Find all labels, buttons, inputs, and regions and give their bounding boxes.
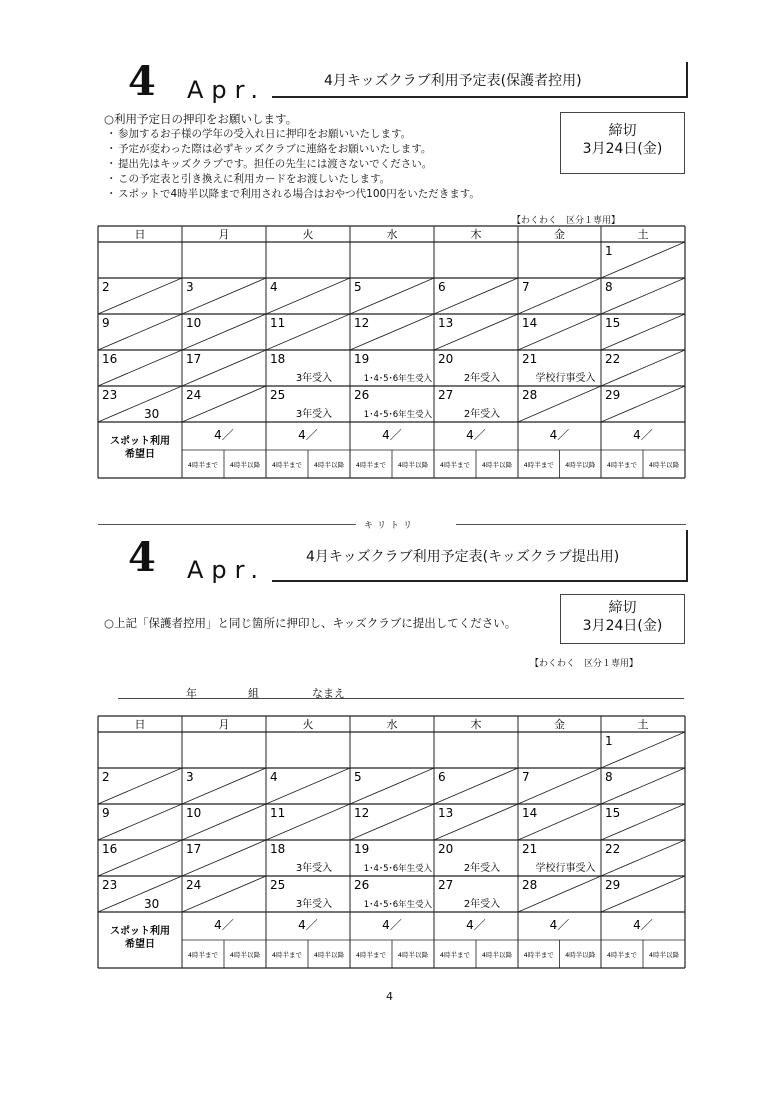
day-number: 6 [438,280,446,294]
day-number: 27 [438,388,454,402]
day-number: 7 [522,280,530,294]
day-number: 23 [102,388,118,402]
day-note: 2年受入 [463,899,501,910]
instruction-head: ○利用予定日の押印をお願いします。 [104,112,298,126]
deadline-label: 締切 [608,123,637,139]
day-number: 11 [270,316,286,330]
spot-sub-label: 4時半まで [523,951,554,959]
day-note: 学校行事受入 [535,373,596,384]
weekday-header: 日 [134,718,146,731]
day-number: 19 [354,842,370,856]
day-number: 14 [522,806,538,820]
day-number: 24 [186,878,202,892]
day-number: 3 [186,770,194,784]
day-number: 24 [186,388,202,402]
day-number: 1 [605,734,613,748]
day-number: 8 [605,280,613,294]
spot-label: スポット利用 [110,436,170,447]
day-number: 26 [354,388,370,402]
day-note: 1･4･5･6年生受入 [363,410,433,420]
spot-sub-label: 4時半まで [439,951,471,959]
day-number: 17 [186,352,202,366]
name-label: なまえ [312,687,345,700]
slash-mark [182,768,266,804]
spot-sub-label: 4時半まで [187,461,219,469]
spot-sub-label: 4時半まで [187,951,219,959]
spot-sub-label: 4時半まで [355,951,387,959]
day-number: 22 [605,842,621,856]
day-note: 3年受入 [295,409,333,420]
day-number: 6 [438,770,446,784]
day-number: 5 [354,770,362,784]
instruction-head: ○上記「保護者控用」と同じ箇所に押印し、キッズクラブに提出してください。 [104,616,517,630]
weekday-header: 水 [386,718,398,731]
spot-date: 4／ [298,918,318,932]
deadline-date: 3月24日(金) [582,141,663,157]
weekday-header: 土 [637,718,649,731]
weekday-header: 土 [637,228,649,241]
day-number: 28 [522,878,538,892]
day-number: 9 [102,316,110,330]
spot-date: 4／ [214,428,234,442]
weekday-header: 金 [554,228,565,241]
day-note: 3年受入 [295,373,333,384]
day-note: 2年受入 [463,409,501,420]
day-note: 3年受入 [295,863,333,874]
cut-label: キリトリ [364,521,417,531]
day-number: 21 [522,352,538,366]
spot-date: 4／ [633,918,653,932]
weekday-header: 金 [554,718,565,731]
deadline-date: 3月24日(金) [582,618,663,634]
day-number: 17 [186,842,202,856]
day-number: 13 [438,806,454,820]
slash-mark [601,732,685,768]
month-number: 4 [128,534,156,581]
slash-mark [98,768,182,804]
spot-sub-label: 4時半まで [271,951,303,959]
day-number: 22 [605,352,621,366]
weekday-header: 月 [218,228,230,241]
spot-sub-label: 4時半以降 [313,951,345,959]
spot-date: 4／ [466,918,486,932]
day-note: 1･4･5･6年生受入 [363,864,433,874]
day-number: 16 [102,842,118,856]
day-number: 18 [270,842,286,856]
month-abbr: Apr. [187,556,266,584]
day-number: 3 [186,280,194,294]
day-number: 25 [270,388,286,402]
spot-date: 4／ [298,428,318,442]
spot-sub-label: 4時半まで [606,951,638,959]
day-number: 9 [102,806,110,820]
spot-sub-label: 4時半以降 [481,951,513,959]
day-number: 23 [102,878,118,892]
spot-date: 4／ [549,918,570,932]
weekday-header: 火 [302,228,314,241]
page-title: 4月キッズクラブ利用予定表(キッズクラブ提出用) [306,549,620,565]
spot-sub-label: 4時半以降 [481,461,513,469]
instruction-item: ・ 提出先はキッズクラブです。担任の先生には渡さないでください。 [118,157,564,172]
day-number: 13 [438,316,454,330]
day-note: 2年受入 [463,373,501,384]
day-number: 14 [522,316,538,330]
spot-date: 4／ [633,428,653,442]
instruction-item: ・ この予定表と引き換えに利用カードをお渡しいたします。 [118,172,564,187]
spot-label: スポット利用 [110,926,170,937]
spot-sub-label: 4時半以降 [565,951,596,959]
day-number: 20 [438,352,454,366]
spot-date: 4／ [382,918,402,932]
day-number: 26 [354,878,370,892]
day-number: 29 [605,388,621,402]
day-note: 2年受入 [463,863,501,874]
spot-sub-label: 4時半以降 [648,461,680,469]
day-number: 4 [270,280,278,294]
slash-mark [350,768,434,804]
slash-mark [434,768,518,804]
spot-date: 4／ [549,428,570,442]
spot-date: 4／ [382,428,402,442]
page-title: 4月キッズクラブ利用予定表(保護者控用) [324,73,582,89]
day-number: 7 [522,770,530,784]
spot-sub-label: 4時半以降 [397,951,429,959]
day-number: 10 [186,316,202,330]
day-number: 10 [186,806,202,820]
day-number: 18 [270,352,286,366]
weekday-header: 木 [470,718,482,731]
spot-sub-label: 4時半まで [439,461,471,469]
day-number: 2 [102,770,110,784]
slash-mark [98,804,182,840]
day-number: 12 [354,806,370,820]
month-abbr: Apr. [187,76,266,104]
weekday-header: 木 [470,228,482,241]
day-number: 28 [522,388,538,402]
spot-label: 希望日 [125,939,155,950]
class-label: 組 [248,687,259,700]
slash-mark [518,768,601,804]
instruction-item: ・ スポットで4時半以降まで利用される場合はおやつ代100円をいただきます。 [118,187,564,202]
day-number: 5 [354,280,362,294]
day-number: 27 [438,878,454,892]
spot-sub-label: 4時半以降 [229,951,261,959]
day-number: 19 [354,352,370,366]
day-number: 1 [605,244,613,258]
day-number: 16 [102,352,118,366]
day-number: 8 [605,770,613,784]
day-number: 2 [102,280,110,294]
spot-label: 希望日 [125,449,155,460]
day-number: 11 [270,806,286,820]
day-number: 30 [144,407,160,421]
month-number: 4 [128,58,156,105]
spot-date: 4／ [214,918,234,932]
day-number: 12 [354,316,370,330]
day-number: 4 [270,770,278,784]
day-number: 20 [438,842,454,856]
day-note: 1･4･5･6年生受入 [363,900,433,910]
spot-sub-label: 4時半以降 [229,461,261,469]
category-tag: 【わくわく 区分１専用】 [530,659,639,669]
weekday-header: 日 [134,228,146,241]
instruction-item: ・ 予定が変わった際は必ずキッズクラブに連絡をお願いいたします。 [118,142,564,157]
spot-sub-label: 4時半以降 [397,461,429,469]
spot-sub-label: 4時半以降 [648,951,680,959]
slash-mark [266,768,350,804]
category-tag: 【わくわく 区分１専用】 [512,216,621,226]
day-number: 15 [605,806,621,820]
day-number: 29 [605,878,621,892]
spot-sub-label: 4時半まで [355,461,387,469]
day-note: 3年受入 [295,899,333,910]
instruction-item: ・ 参加するお子様の学年の受入れ日に押印をお願いいたします。 [118,127,564,142]
day-number: 30 [144,897,160,911]
weekday-header: 火 [302,718,314,731]
page-number: 4 [386,990,393,1003]
slash-mark [601,768,685,804]
day-number: 21 [522,842,538,856]
day-note: 1･4･5･6年生受入 [363,374,433,384]
spot-date: 4／ [466,428,486,442]
weekday-header: 月 [218,718,230,731]
deadline-label: 締切 [608,600,637,616]
grade-label: 年 [186,687,197,700]
day-note: 学校行事受入 [535,863,596,874]
spot-sub-label: 4時半まで [271,461,303,469]
weekday-header: 水 [386,228,398,241]
spot-sub-label: 4時半以降 [313,461,345,469]
day-number: 15 [605,316,621,330]
spot-sub-label: 4時半まで [523,461,554,469]
spot-sub-label: 4時半まで [606,461,638,469]
spot-sub-label: 4時半以降 [565,461,596,469]
day-number: 25 [270,878,286,892]
